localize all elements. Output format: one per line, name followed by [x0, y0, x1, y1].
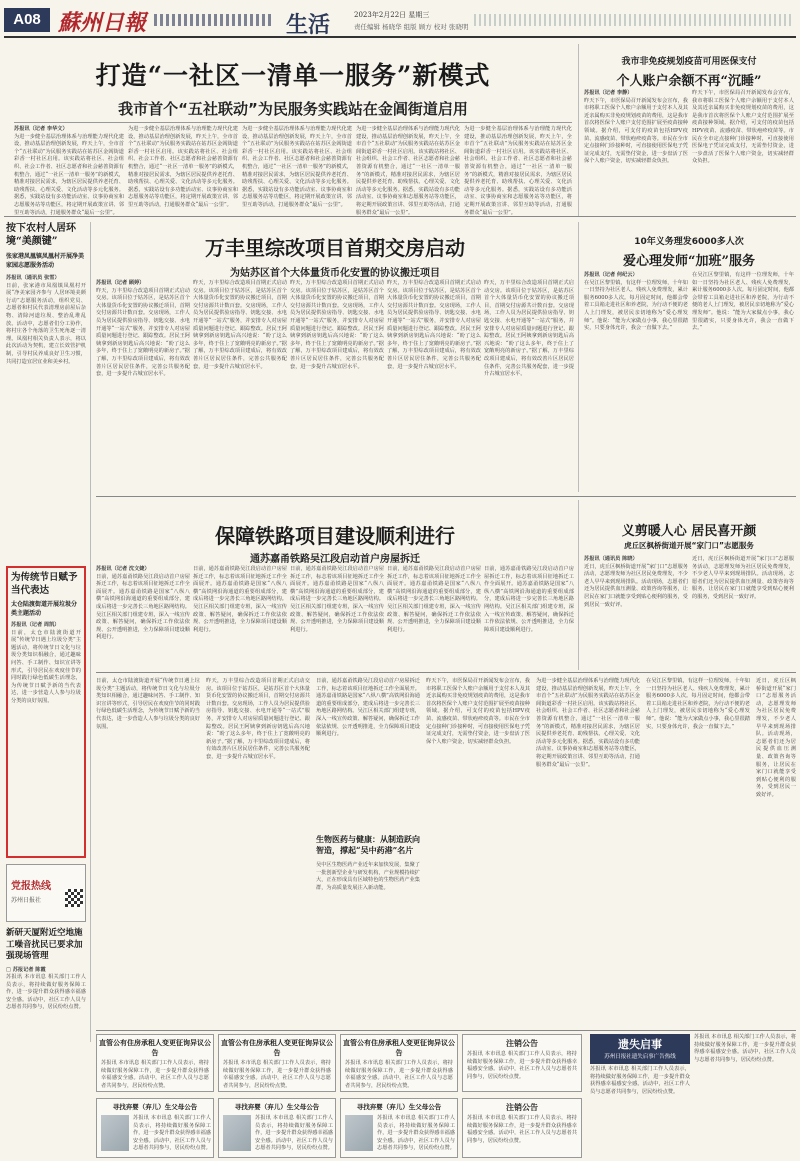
- feature-railway-col1: 日前，通苏嘉甬铁路吴江段启动首户房屋拆迁工作，标志着该项目征地拆迁工作全面展开。通苏嘉甬铁路是国家“八纵八横”高铁网沿海通道的重要组成部分，建成后将进一步完善长三角地区路网结构。吴江区相关部门组建专班，深入一线宣传政策、解答疑问，确保拆迁工作依法依规、公开透明推进，全力保障项目建设顺利进行。: [96, 573, 190, 641]
- ad-banner[interactable]: [6, 864, 86, 922]
- notice-5: [462, 1098, 582, 1158]
- highlight-body: 日前，太仓市陆渡街道开展“传统节日遇上垃圾分类”主题活动，将传统节日文化与垃圾分类知识相融合，通过趣味问答、手工制作、知识宣讲等形式，引导居民在欢度佳节的同时践行绿色低碳生活理念，为传统节日赋予新的当代表达，进一步营造人人参与垃圾分类的良好氛围。: [11, 629, 81, 704]
- notice-3-title: 直管公有住房承租人变更征询异议公告: [343, 1039, 455, 1057]
- feature-barber-col2: 在吴江区黎里镇，有这样一位理发师，十年如一日坚持为社区老人、残疾人免费理发，累计服务6000多人次。每月固定时间，他都会带着工具箱走进社区和养老院，为行动不便的老人上门理发，被居民亲切地称为“爱心理发师”。他说：“能为大家做点小事，我心里很踏实，只要身体允许，我会一直做下去。”: [692, 272, 794, 332]
- feature-wanfengli-subheadline: 为姑苏区首个大体量货币化安置的协议搬迁项目: [230, 268, 440, 279]
- finding-notice-1-title: 寻找弃婴（弃儿）生父母公告: [112, 1103, 198, 1111]
- lead-body-col5: 为进一步健全基层治理体系与治理能力现代化建设，推动基层治理创新发展，昨天上午，全市首个“五社联动”为民服务实践站在姑苏区金阊街道彩香一村社区启用。该实践站将社区、社会组织、社会工作者、社区志愿者和社会慈善资源有机整合，通过“一社区一清单一服务”的新模式，精准对接居民需求，为辖区居民提供养老托育、助残帮扶、心理关爱、文化活动等多元化服务。据悉，实践站设有多功能活动室、议事协商室和志愿服务站等功能区，将定期开展政策宣讲、邻里互助等活动，打通服务群众“最后一公里”。: [464, 126, 572, 216]
- lost-notice-col2: 苏报讯 本市讯息 相关部门工作人员表示，将持续做好服务保障工作，进一步提升群众获得感幸福感安全感。活动中，社区工作人员与志愿者共同参与，居民纷纷点赞。: [694, 1034, 796, 1063]
- lead-body-col1: 为进一步健全基层治理体系与治理能力现代化建设，推动基层治理创新发展，昨天上午，全市首个“五社联动”为民服务实践站在姑苏区金阊街道彩香一村社区启用。该实践站将社区、社会组织、社会工作者、社区志愿者和社会慈善资源有机整合，通过“一社区一清单一服务”的新模式，精准对接居民需求，为辖区居民提供养老托育、助残帮扶、心理关爱、文化活动等多元化服务。据悉，实践站设有多功能活动室、议事协商室和志愿服务站等功能区，将定期开展政策宣讲、邻里互助等活动，打通服务群众“最后一公里”。: [14, 133, 124, 216]
- bio-news-body: 吴中区生物医药产业近年来加快发展，集聚了一批创新型企业与研发机构，产业规模持续扩大，正在形成具有区域特色的生物医药产业集群，为高质量发展注入新动能。: [316, 862, 420, 891]
- bottom-left-headline: 新研天厦附近空地施工噪音扰民已要求加强现场管理: [6, 928, 83, 961]
- side-story-body-col1: 昨天下午，市医保局召开新闻发布会宣布，我市将职工医保个人账户余额用于支付本人及其近亲属购买非免疫规划疫苗的费用，这是我市首次将医保个人账户支付范围扩展至疫苗接种领域。据介绍，可支付的疫苗包括HPV疫苗、流感疫苗、带状疱疹疫苗等。市民在全市定点接种门诊接种时，可直接使用医保电子凭证完成支付，无需垫付资金，进一步盘活了医保个人账户资金，切实减轻群众负担。: [584, 97, 688, 165]
- left-story-rural-byline: 苏报讯（通讯员 张雪）: [6, 275, 60, 281]
- notices-row-2: [96, 1098, 586, 1158]
- lower-col5: 为进一步健全基层治理体系与治理能力现代化建设，推动基层治理创新发展，昨天上午，全市首个“五社联动”为民服务实践站在姑苏区金阊街道彩香一村社区启用。该实践站将社区、社会组织、社会工作者、社区志愿者和社会慈善资源有机整合，通过“一社区一清单一服务”的新模式，精准对接居民需求，为辖区居民提供养老托育、助残帮扶、心理关爱、文化活动等多元化服务。据悉，实践站设有多功能活动室、议事协商室和志愿服务站等功能区，将定期开展政策宣讲、邻里互助等活动，打通服务群众“最后一公里”。: [536, 678, 640, 768]
- lead-body-col2: 为进一步健全基层治理体系与治理能力现代化建设，推动基层治理创新发展，昨天上午，全市首个“五社联动”为民服务实践站在姑苏区金阊街道彩香一村社区启用。该实践站将社区、社会组织、社会工作者、社区志愿者和社会慈善资源有机整合，通过“一社区一清单一服务”的新模式，精准对接居民需求，为辖区居民提供养老托育、助残帮扶、心理关爱、文化活动等多元化服务。据悉，实践站设有多功能活动室、议事协商室和志愿服务站等功能区，将定期开展政策宣讲、邻里互助等活动，打通服务群众“最后一公里”。: [128, 126, 238, 208]
- feature-volunteer-byline: 苏报讯（通讯员 陈晓）: [584, 556, 638, 562]
- lead-subheadline: 我市首个“五社联动”为民服务实践站在金阊街道启用: [118, 100, 468, 118]
- ad-banner-brand: 党报热线: [11, 881, 51, 892]
- notice-3: [340, 1034, 458, 1092]
- lower-col3-body-top: 日前，通苏嘉甬铁路吴江段启动首户房屋拆迁工作，标志着该项目征地拆迁工作全面展开。通苏嘉甬铁路是国家“八纵八横”高铁网沿海通道的重要组成部分，建成后将进一步完善长三角地区路网结构。吴江区相关部门组建专班，深入一线宣传政策、解答疑问，确保拆迁工作依法依规、公开透明推进，全力保障项目建设顺利进行。: [316, 678, 420, 738]
- finding-notice-2: [218, 1098, 336, 1158]
- feature-wanfengli-col5: 昨天，万丰里综合改造项目首期正式启动交房。该项目位于姑苏区，是姑苏区首个大体量货币化安置的协议搬迁项目，首期交付房源共计数百套。交房现场，工作人员为居民提供验房指导、钥匙交接、水电开通等“一站式”服务，并安排专人对房屋质量问题进行登记、跟踪整改。居民王阿姨拿到新房钥匙后高兴地说：“盼了这么多年，终于住上了宽敞明亮的新房子。”据了解，万丰里综改项目建成后，将有效改善片区居民居住条件，完善公共服务配套，进一步提升古城宜居水平。: [484, 280, 574, 378]
- highlight-box: [6, 566, 86, 858]
- editors-line: 责任编辑 杨晓华 组版 顾方 校对 张晓明: [354, 23, 469, 31]
- lead-byline: 苏报讯（记者 李华文）: [14, 126, 68, 132]
- feature-railway-headline: 保障铁路项目建设顺利进行: [215, 524, 455, 548]
- baby-photo-2: [223, 1115, 251, 1151]
- notice-4-body: 苏报讯 本市讯息 相关部门工作人员表示，将持续做好服务保障工作，进一步提升群众获得感幸福感安全感。活动中，社区工作人员与志愿者共同参与，居民纷纷点赞。: [467, 1051, 577, 1080]
- pattern-bar: [474, 14, 794, 26]
- feature-wanfengli: [96, 222, 574, 492]
- lead-body-col4: 为进一步健全基层治理体系与治理能力现代化建设，推动基层治理创新发展，昨天上午，全市首个“五社联动”为民服务实践站在姑苏区金阊街道彩香一村社区启用。该实践站将社区、社会组织、社会工作者、社区志愿者和社会慈善资源有机整合，通过“一社区一清单一服务”的新模式，精准对接居民需求，为辖区居民提供养老托育、助残帮扶、心理关爱、文化活动等多元化服务。据悉，实践站设有多功能活动室、议事协商室和志愿服务站等功能区，将定期开展政策宣讲、邻里互助等活动，打通服务群众“最后一公里”。: [356, 126, 460, 216]
- highlight-subheadline: 太仓陆渡街道开展垃圾分类主题活动: [11, 601, 78, 617]
- feature-volunteer-subheadline: 虎丘区枫桥街道开展“家门口”志愿服务: [624, 541, 754, 550]
- feature-volunteer-headline: 义剪暖人心 居民喜开颜: [621, 524, 757, 539]
- feature-barber-kicker: 10年义务理发6000多人次: [634, 237, 744, 247]
- feature-barber: [584, 222, 794, 492]
- left-story-rural-subheadline: 张家港凤凰镇凤凰村开展净美家园志愿服务活动: [6, 253, 85, 269]
- baby-photo-1: [101, 1115, 129, 1151]
- finding-notice-1-body: 苏报讯 本市讯息 相关部门工作人员表示，将持续做好服务保障工作，进一步提升群众获得感幸福感安全感。活动中，社区工作人员与志愿者共同参与，居民纷纷点赞。: [133, 1115, 211, 1152]
- feature-barber-byline: 苏报讯（记者 何纪云）: [584, 272, 638, 278]
- feature-wanfengli-col1: 昨天，万丰里综合改造项目首期正式启动交房。该项目位于姑苏区，是姑苏区首个大体量货币化安置的协议搬迁项目，首期交付房源共计数百套。交房现场，工作人员为居民提供验房指导、钥匙交接、水电开通等“一站式”服务，并安排专人对房屋质量问题进行登记、跟踪整改。居民王阿姨拿到新房钥匙后高兴地说：“盼了这么多年，终于住上了宽敞明亮的新房子。”据了解，万丰里综改项目建成后，将有效改善片区居民居住条件，完善公共服务配套，进一步提升古城宜居水平。: [96, 287, 190, 378]
- section-name: 生活: [286, 13, 331, 38]
- wave-ornament: [154, 14, 274, 26]
- feature-railway-subheadline: 通苏嘉甬铁路吴江段启动首户房屋拆迁: [250, 554, 420, 565]
- notice-1: [96, 1034, 214, 1092]
- page-number: A08: [4, 8, 50, 32]
- feature-railway: [96, 500, 574, 670]
- lower-col6: 在吴江区黎里镇，有这样一位理发师，十年如一日坚持为社区老人、残疾人免费理发，累计服务6000多人次。每月固定时间，他都会带着工具箱走进社区和养老院，为行动不便的老人上门理发，被居民亲切地称为“爱心理发师”。他说：“能为大家做点小事，我心里很踏实，只要身体允许，我会一直做下去。”: [646, 678, 750, 730]
- lost-notice-sub: 苏州日报社遗失启事广告热线: [604, 1054, 676, 1060]
- finding-notice-1: [96, 1098, 214, 1158]
- feature-wanfengli-byline: 苏报讯（记者 顾婷）: [96, 280, 145, 286]
- lead-body-col3: 为进一步健全基层治理体系与治理能力现代化建设，推动基层治理创新发展，昨天上午，全市首个“五社联动”为民服务实践站在姑苏区金阊街道彩香一村社区启用。该实践站将社区、社会组织、社会工作者、社区志愿者和社会慈善资源有机整合，通过“一社区一清单一服务”的新模式，精准对接居民需求，为辖区居民提供养老托育、助残帮扶、心理关爱、文化活动等多元化服务。据悉，实践站设有多功能活动室、议事协商室和志愿服务站等功能区，将定期开展政策宣讲、邻里互助等活动，打通服务群众“最后一公里”。: [242, 126, 352, 208]
- feature-railway-col4: 日前，通苏嘉甬铁路吴江段启动首户房屋拆迁工作，标志着该项目征地拆迁工作全面展开。通苏嘉甬铁路是国家“八纵八横”高铁网沿海通道的重要组成部分，建成后将进一步完善长三角地区路网结构。吴江区相关部门组建专班，深入一线宣传政策、解答疑问，确保拆迁工作依法依规、公开透明推进，全力保障项目建设顺利进行。: [387, 566, 481, 633]
- notice-5-body: 苏报讯 本市讯息 相关部门工作人员表示，将持续做好服务保障工作，进一步提升群众获得感幸福感安全感。活动中，社区工作人员与志愿者共同参与，居民纷纷点赞。: [467, 1115, 577, 1144]
- lower-col1: 日前，太仓市陆渡街道开展“传统节日遇上垃圾分类”主题活动，将传统节日文化与垃圾分类知识相融合，通过趣味问答、手工制作、知识宣讲等形式，引导居民在欢度佳节的同时践行绿色低碳生活理念，为传统节日赋予新的当代表达，进一步营造人人参与垃圾分类的良好氛围。: [96, 678, 200, 730]
- notice-1-body: 苏报讯 本市讯息 相关部门工作人员表示，将持续做好服务保障工作，进一步提升群众获得感幸福感安全感。活动中，社区工作人员与志愿者共同参与，居民纷纷点赞。: [101, 1060, 209, 1089]
- side-story-kicker: 我市非免疫规划疫苗可用医保支付: [621, 57, 757, 67]
- finding-notice-2-title: 寻找弃婴（弃儿）生父母公告: [234, 1103, 320, 1111]
- feature-railway-col5: 日前，通苏嘉甬铁路吴江段启动首户房屋拆迁工作，标志着该项目征地拆迁工作全面展开。通苏嘉甬铁路是国家“八纵八横”高铁网沿海通道的重要组成部分，建成后将进一步完善长三角地区路网结构。吴江区相关部门组建专班，深入一线宣传政策、解答疑问，确保拆迁工作依法依规、公开透明推进，全力保障项目建设顺利进行。: [484, 566, 574, 633]
- feature-volunteer-col1: 近日，虎丘区枫桥街道开展“家门口”志愿服务活动，志愿理发师为社区居民免费理发，不少老人早早来到现场排队。活动现场，志愿者们还为居民提供血压测量、政策咨询等服务，让居民在家门口就能享受到贴心便利的服务，受到居民一致好评。: [584, 563, 688, 608]
- side-story: [584, 44, 794, 214]
- notice-4-title: 注销公告: [506, 1039, 538, 1048]
- notices-row-1: [96, 1034, 586, 1094]
- finding-notice-3-title: 寻找弃婴（弃儿）生父母公告: [356, 1103, 442, 1111]
- lost-notice-block: [590, 1034, 796, 1158]
- side-story-headline: 个人账户余额不再“沉睡”: [616, 74, 762, 89]
- left-story-rural-body: 日前，张家港市凤凰镇凤凰村开展“净美家园齐参与 人居环境美颜行动”志愿服务活动，组织党员、志愿者和村民代表清理房前屋后杂物、清除河道垃圾、整治乱堆乱放。活动中，志愿者们分工协作，将村庄各个角落的卫生死角逐一清理。凤凰村相关负责人表示，将以此次活动为契机，建立长效管护机制，引导村民养成良好卫生习惯，共同打造宜居宜业和美乡村。: [6, 282, 86, 365]
- feature-wanfengli-col3: 昨天，万丰里综合改造项目首期正式启动交房。该项目位于姑苏区，是姑苏区首个大体量货币化安置的协议搬迁项目，首期交付房源共计数百套。交房现场，工作人员为居民提供验房指导、钥匙交接、水电开通等“一站式”服务，并安排专人对房屋质量问题进行登记、跟踪整改。居民王阿姨拿到新房钥匙后高兴地说：“盼了这么多年，终于住上了宽敞明亮的新房子。”据了解，万丰里综改项目建成后，将有效改善片区居民居住条件，完善公共服务配套，进一步提升古城宜居水平。: [290, 280, 384, 370]
- baby-photo-3: [345, 1115, 373, 1151]
- left-story-rural-headline: 按下农村人居环境“美颜键”: [6, 223, 76, 247]
- lower-col7: 近日，虎丘区枫桥街道开展“家门口”志愿服务活动，志愿理发师为社区居民免费理发，不少老人早早来到现场排队。活动现场，志愿者们还为居民提供血压测量、政策咨询等服务，让居民在家门口就能享受到贴心便利的服务，受到居民一致好评。: [756, 678, 796, 798]
- lower-col2: 昨天，万丰里综合改造项目首期正式启动交房。该项目位于姑苏区，是姑苏区首个大体量货币化安置的协议搬迁项目，首期交付房源共计数百套。交房现场，工作人员为居民提供验房指导、钥匙交接、水电开通等“一站式”服务，并安排专人对房屋质量问题进行登记、跟踪整改。居民王阿姨拿到新房钥匙后高兴地说：“盼了这么多年，终于住上了宽敞明亮的新房子。”据了解，万丰里综改项目建成后，将有效改善片区居民居住条件，完善公共服务配套，进一步提升古城宜居水平。: [206, 678, 310, 760]
- lead-story: [14, 42, 572, 216]
- feature-wanfengli-headline: 万丰里综改项目首期交房启动: [205, 236, 465, 260]
- highlight-headline: 为传统节日赋予当代表达: [11, 572, 78, 596]
- finding-notice-3: [340, 1098, 458, 1158]
- paper-name: 蘇州日報: [58, 10, 147, 36]
- highlight-byline: 苏报讯（记者 周凯）: [11, 622, 60, 628]
- side-story-byline: 苏报讯（记者 李静）: [584, 90, 633, 96]
- lost-notice-title: 遗失启事: [618, 1038, 662, 1051]
- notice-2-title: 直管公有住房承租人变更征询异议公告: [221, 1039, 333, 1057]
- feature-railway-col2: 日前，通苏嘉甬铁路吴江段启动首户房屋拆迁工作，标志着该项目征地拆迁工作全面展开。通苏嘉甬铁路是国家“八纵八横”高铁网沿海通道的重要组成部分，建成后将进一步完善长三角地区路网结构。吴江区相关部门组建专班，深入一线宣传政策、解答疑问，确保拆迁工作依法依规、公开透明推进，全力保障项目建设顺利进行。: [193, 566, 287, 633]
- lower-col4: 昨天下午，市医保局召开新闻发布会宣布，我市将职工医保个人账户余额用于支付本人及其近亲属购买非免疫规划疫苗的费用，这是我市首次将医保个人账户支付范围扩展至疫苗接种领域。据介绍，可支付的疫苗包括HPV疫苗、流感疫苗、带状疱疹疫苗等。市民在全市定点接种门诊接种时，可直接使用医保电子凭证完成支付，无需垫付资金，进一步盘活了医保个人账户资金，切实减轻群众负担。: [426, 678, 530, 745]
- bottom-left-byline: □ 苏报记者 陈霞: [6, 966, 46, 973]
- bottom-left-news: [6, 928, 86, 1156]
- qr-code-icon: [65, 889, 83, 907]
- feature-wanfengli-col2: 昨天，万丰里综合改造项目首期正式启动交房。该项目位于姑苏区，是姑苏区首个大体量货币化安置的协议搬迁项目，首期交付房源共计数百套。交房现场，工作人员为居民提供验房指导、钥匙交接、水电开通等“一站式”服务，并安排专人对房屋质量问题进行登记、跟踪整改。居民王阿姨拿到新房钥匙后高兴地说：“盼了这么多年，终于住上了宽敞明亮的新房子。”据了解，万丰里综改项目建成后，将有效改善片区居民居住条件，完善公共服务配套，进一步提升古城宜居水平。: [193, 280, 287, 370]
- bottom-left-body: 苏报讯 本市讯息 相关部门工作人员表示，将持续做好服务保障工作，进一步提升群众获得感幸福感安全感。活动中，社区工作人员与志愿者共同参与，居民纷纷点赞。: [6, 974, 86, 1011]
- notice-5-title: 注销公告: [506, 1103, 538, 1112]
- ad-banner-sub: 苏州日报社: [11, 897, 42, 904]
- feature-volunteer: [584, 500, 794, 670]
- finding-notice-2-body: 苏报讯 本市讯息 相关部门工作人员表示，将持续做好服务保障工作，进一步提升群众获得感幸福感安全感。活动中，社区工作人员与志愿者共同参与，居民纷纷点赞。: [255, 1115, 333, 1152]
- feature-barber-col1: 在吴江区黎里镇，有这样一位理发师，十年如一日坚持为社区老人、残疾人免费理发，累计服务6000多人次。每月固定时间，他都会带着工具箱走进社区和养老院，为行动不便的老人上门理发，被居民亲切地称为“爱心理发师”。他说：“能为大家做点小事，我心里很踏实，只要身体允许，我会一直做下去。”: [584, 279, 688, 332]
- finding-notice-3-body: 苏报讯 本市讯息 相关部门工作人员表示，将持续做好服务保障工作，进一步提升群众获得感幸福感安全感。活动中，社区工作人员与志愿者共同参与，居民纷纷点赞。: [377, 1115, 455, 1152]
- feature-wanfengli-col4: 昨天，万丰里综合改造项目首期正式启动交房。该项目位于姑苏区，是姑苏区首个大体量货币化安置的协议搬迁项目，首期交付房源共计数百套。交房现场，工作人员为居民提供验房指导、钥匙交接、水电开通等“一站式”服务，并安排专人对房屋质量问题进行登记、跟踪整改。居民王阿姨拿到新房钥匙后高兴地说：“盼了这么多年，终于住上了宽敞明亮的新房子。”据了解，万丰里综改项目建成后，将有效改善片区居民居住条件，完善公共服务配套，进一步提升古城宜居水平。: [387, 280, 481, 370]
- masthead: [4, 4, 796, 38]
- notice-4: [462, 1034, 582, 1092]
- lead-headline: 打造“一社区一清单一服务”新模式: [95, 61, 491, 90]
- lower-news-block: [96, 678, 796, 1028]
- bio-news-headline: 生物医药与健康：从制造跃向智造，撑起“吴中药港”名片: [316, 834, 420, 855]
- side-story-body-col2: 昨天下午，市医保局召开新闻发布会宣布，我市将职工医保个人账户余额用于支付本人及其近亲属购买非免疫规划疫苗的费用，这是我市首次将医保个人账户支付范围扩展至疫苗接种领域。据介绍，可支付的疫苗包括HPV疫苗、流感疫苗、带状疱疹疫苗等。市民在全市定点接种门诊接种时，可直接使用医保电子凭证完成支付，无需垫付资金，进一步盘活了医保个人账户资金，切实减轻群众负担。: [692, 90, 794, 165]
- notice-2-body: 苏报讯 本市讯息 相关部门工作人员表示，将持续做好服务保障工作，进一步提升群众获得感幸福感安全感。活动中，社区工作人员与志愿者共同参与，居民纷纷点赞。: [223, 1060, 331, 1089]
- feature-railway-byline: 苏报讯（记者 沈文婕）: [96, 566, 150, 572]
- notice-2: [218, 1034, 336, 1092]
- lost-notice-header: [590, 1034, 690, 1064]
- notice-3-body: 苏报讯 本市讯息 相关部门工作人员表示，将持续做好服务保障工作，进一步提升群众获得感幸福感安全感。活动中，社区工作人员与志愿者共同参与，居民纷纷点赞。: [345, 1060, 453, 1089]
- notice-1-title: 直管公有住房承租人变更征询异议公告: [99, 1039, 211, 1057]
- left-story-rural: [6, 222, 86, 562]
- feature-railway-col3: 日前，通苏嘉甬铁路吴江段启动首户房屋拆迁工作，标志着该项目征地拆迁工作全面展开。通苏嘉甬铁路是国家“八纵八横”高铁网沿海通道的重要组成部分，建成后将进一步完善长三角地区路网结构。吴江区相关部门组建专班，深入一线宣传政策、解答疑问，确保拆迁工作依法依规、公开透明推进，全力保障项目建设顺利进行。: [290, 566, 384, 633]
- feature-barber-headline: 爱心理发师“加班”服务: [623, 254, 755, 269]
- date-line: 2023年2月22日 星期三: [354, 11, 430, 19]
- lost-notice-col1: 苏报讯 本市讯息 相关部门工作人员表示，将持续做好服务保障工作，进一步提升群众获得感幸福感安全感。活动中，社区工作人员与志愿者共同参与，居民纷纷点赞。: [590, 1066, 690, 1095]
- feature-volunteer-col2: 近日，虎丘区枫桥街道开展“家门口”志愿服务活动，志愿理发师为社区居民免费理发，不少老人早早来到现场排队。活动现场，志愿者们还为居民提供血压测量、政策咨询等服务，让居民在家门口就能享受到贴心便利的服务，受到居民一致好评。: [692, 556, 794, 600]
